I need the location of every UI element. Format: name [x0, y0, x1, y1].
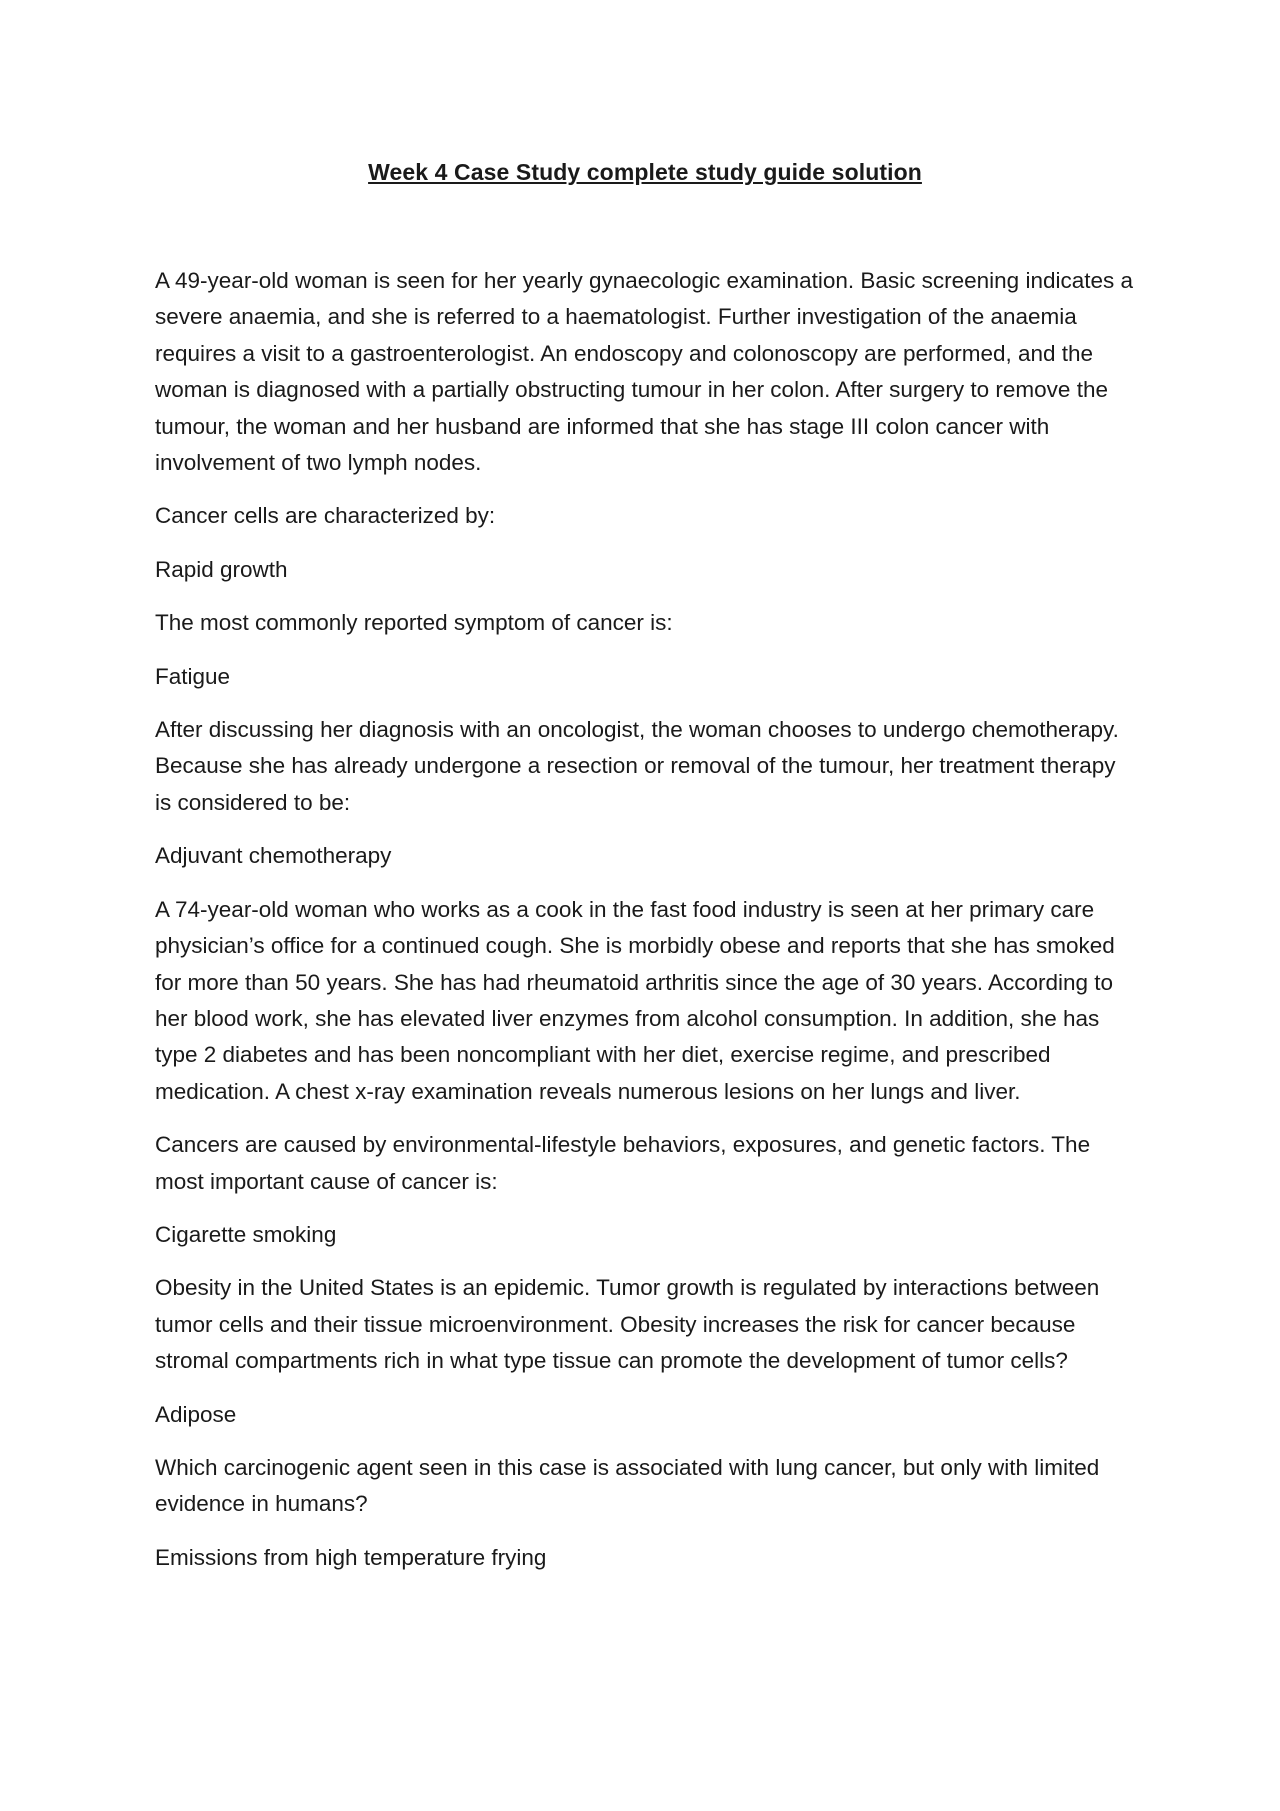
question-5: Obesity in the United States is an epidemic. Tumor growth is regulated by interactions between tumor cells and their tissue microenvironment. Obesity increases the risk for cancer because stromal compartments rich in what type tissue can promote the development of tumor cells? [155, 1275, 1100, 1374]
answer-4: Cigarette smoking [155, 1221, 337, 1247]
answer-5: Adipose [155, 1401, 237, 1427]
document-title: Week 4 Case Study complete study guide solution [368, 159, 922, 185]
answer-3: Adjuvant chemotherapy [155, 843, 392, 869]
question-1: Cancer cells are characterized by: [155, 503, 496, 529]
answer-1: Rapid growth [155, 556, 288, 582]
document-body [155, 156, 1135, 1593]
answer-6: Emissions from high temperature frying [155, 1544, 547, 1570]
question-2: The most commonly reported symptom of cancer is: [155, 610, 673, 636]
case-paragraph-1: A 49-year-old woman is seen for her yearly gynaecologic examination. Basic screening indicates a severe anaemia, and she is referred to a haematologist. Further investigation of the anaemia requires a visit to a gastroenterologist. An endoscopy and colonoscopy are performed, and the woman is diagnosed with a partially obstructing tumour in her colon. After surgery to remove the tumour, the woman and her husband are informed that she has stage III colon cancer with involvement of two lymph nodes. [155, 268, 1134, 476]
question-3: After discussing her diagnosis with an oncologist, the woman chooses to undergo chemotherapy. Because she has already undergone a resection or removal of the tumour, her treatment therapy is considered to be: [155, 717, 1119, 815]
question-6: Which carcinogenic agent seen in this case is associated with lung cancer, but only with limited evidence in humans? [155, 1454, 1100, 1517]
question-4: Cancers are caused by environmental-lifestyle behaviors, exposures, and genetic factors. The most important cause of cancer is: [155, 1132, 1091, 1194]
answer-2: Fatigue [155, 663, 231, 689]
case-paragraph-2: A 74-year-old woman who works as a cook in the fast food industry is seen at her primary care physician’s office for a continued cough. She is morbidly obese and reports that she has smoked for more than 50 years. She has had rheumatoid arthritis since the age of 30 years. According to her blood work, she has elevated liver enzymes from alcohol consumption. In addition, she has type 2 diabetes and has been noncompliant with her diet, exercise regime, and prescribed medication. A chest x-ray examination reveals numerous lesions on her lungs and liver. [155, 896, 1115, 1104]
